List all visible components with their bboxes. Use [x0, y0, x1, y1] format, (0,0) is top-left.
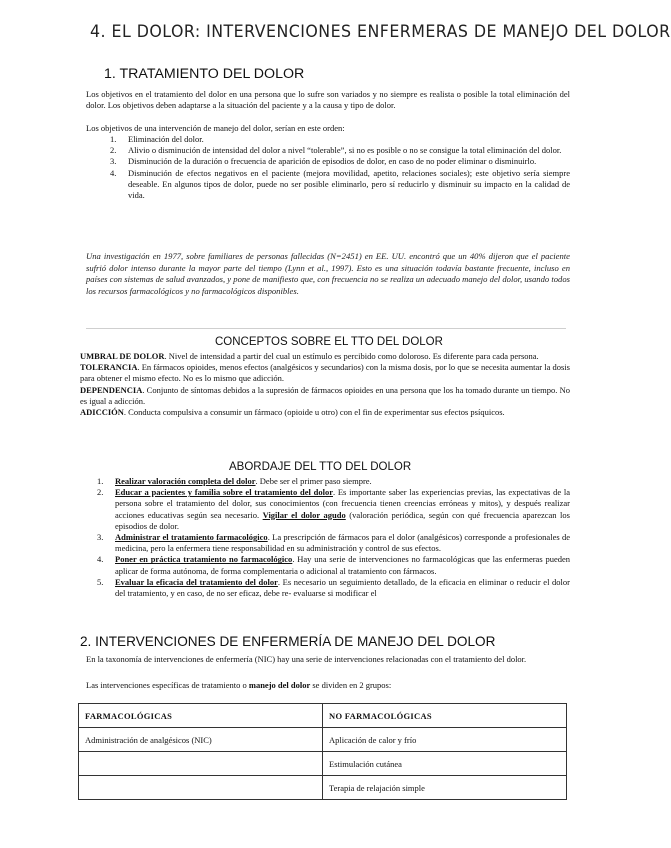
- table-row: [79, 776, 567, 800]
- section2-paragraph-1: En la taxonomía de intervenciones de enfermería (NIC) hay una serie de intervenciones relacionadas con el tratamiento del dolor.: [86, 654, 527, 664]
- section2-heading: 2. INTERVENCIONES DE ENFERMERÍA DE MANEJO DEL DOLOR: [80, 634, 496, 649]
- table-cell: Terapia de relajación simple: [323, 776, 567, 800]
- table-row: [79, 728, 567, 752]
- objectives-list: [110, 134, 570, 201]
- document-title: 4. EL DOLOR: INTERVENCIONES ENFERMERAS DE MANEJO DEL DOLOR: [90, 22, 671, 42]
- divider: [86, 328, 566, 329]
- section1-heading: 1. TRATAMIENTO DEL DOLOR: [104, 66, 305, 82]
- concepts-block: [80, 351, 570, 418]
- section2-paragraph-2: Las intervenciones específicas de tratamiento o manejo del dolor se dividen en 2 grupos:: [86, 680, 392, 690]
- list-item: 3. Disminución de la duración o frecuencia de aparición de episodios de dolor, en caso de no poder eliminar o disminuirlo.: [110, 156, 537, 167]
- concepts-heading: CONCEPTOS SOBRE EL TTO DEL DOLOR: [215, 336, 443, 348]
- table-row: [79, 752, 567, 776]
- section1-paragraph-2: Los objetivos de una intervención de manejo del dolor, serían en este orden:: [86, 123, 345, 133]
- list-item: 4. Poner en práctica tratamiento no farmacológico. Hay una serie de intervenciones no farmacológicas que las enfermeras pueden aplicar de forma autónoma, de forma complementaria o adicional al tratamiento con fármacos.: [97, 554, 570, 576]
- concept-umbral: UMBRAL DE DOLOR. Nivel de intensidad a partir del cual un estímulo es percibido como doloroso. Es diferente para cada persona.: [80, 351, 539, 361]
- table-cell: [79, 776, 323, 800]
- list-item: 3. Administrar el tratamiento farmacológico. La prescripción de fármacos para el dolor (analgésicos) corresponde a profesionales de medicina, pero la enfermera tiene responsabilidad en su administración y control de sus efectos.: [97, 532, 570, 554]
- table-cell: Aplicación de calor y frío: [323, 728, 567, 752]
- concept-adiccion: ADICCIÓN. Conducta compulsiva a consumir un fármaco (opioide u otro) con el fin de experimentar sus efectos psíquicos.: [80, 407, 505, 418]
- section1-paragraph-1: Los objetivos en el tratamiento del dolor en una persona que lo sufre son variados y no siempre es realista o posible la total eliminación del dolor. Los objetivos deben adaptarse a la situación del paciente y a la causa y tipo de dolor.: [86, 89, 570, 111]
- list-item: 5. Evaluar la eficacia del tratamiento del dolor. Es necesario un seguimiento detallado, de la eficacia en eliminar o reducir el dolor del tratamiento, y en caso, de no ser eficaz, debe re- evaluarse si modificar el: [97, 576, 571, 599]
- approach-heading: ABORDAJE DEL TTO DEL DOLOR: [229, 461, 412, 473]
- list-item: 1. Realizar valoración completa del dolor. Debe ser el primer paso siempre.: [97, 476, 372, 486]
- research-quote: Una investigación en 1977, sobre familiares de personas fallecidas (N=2451) en EE. UU. encontró que un 40% dijeron que el paciente sufrió dolor intenso durante la mayor parte del tiempo (Lynn et al., 1997). Esto es una situación todavía bastante frecuente, incluso en países con sistemas de salud avanzados, y pone de manifiesto que, con frecuencia no se realiza un adecuado manejo del dolor, usando todos los recursos farmacológicos y no farmacológicos disponibles.: [86, 251, 570, 296]
- concept-tolerancia: TOLERANCIA. En fármacos opioides, menos efectos (analgésicos y secundarios) con la misma dosis, por lo que se necesita aumentar la dosis para obtener el mismo efecto. No es lo mismo que adicción.: [80, 362, 570, 384]
- list-item: 4. Disminución de efectos negativos en el paciente (mejora movilidad, apetito, relaciones sociales); este objetivo sería siempre deseable. En algunos tipos de dolor, puede no ser posible eliminarlo, pero sí reducirlo y disminuir su impacto en la calidad de vida.: [110, 167, 570, 201]
- list-item: 2. Alivio o disminución de intensidad del dolor a nivel “tolerable”, si no es posible o no se consigue la total eliminación del dolor.: [110, 145, 562, 156]
- list-item: 2. Educar a pacientes y familia sobre el tratamiento del dolor. Es importante saber las experiencias previas, las expectativas de la persona sobre el tratamiento del dolor, sus conocimientos (con frecuencia tienen creencias erróneas y mitos), y después realizar acciones educativas según sea necesario. Vigilar el dolor agudo (valoración periódica, según con qué frecuencia aparezcan los episodios de dolor.: [97, 487, 571, 531]
- concept-dependencia: DEPENDENCIA. Conjunto de síntomas debidos a la supresión de fármacos opioides en una persona que los ha tomado durante un tiempo. No es igual a adicción.: [80, 384, 570, 406]
- interventions-table: [78, 703, 567, 800]
- table-header-cell: FARMACOLÓGICAS: [79, 704, 323, 728]
- table-cell: Administración de analgésicos (NIC): [79, 728, 323, 752]
- table-cell: [79, 752, 323, 776]
- table-header-row: [79, 704, 567, 728]
- table-cell: Estimulación cutánea: [323, 752, 567, 776]
- list-item: 1. Eliminación del dolor.: [110, 134, 204, 144]
- approach-list: [97, 476, 570, 599]
- table-header-cell: NO FARMACOLÓGICAS: [323, 704, 567, 728]
